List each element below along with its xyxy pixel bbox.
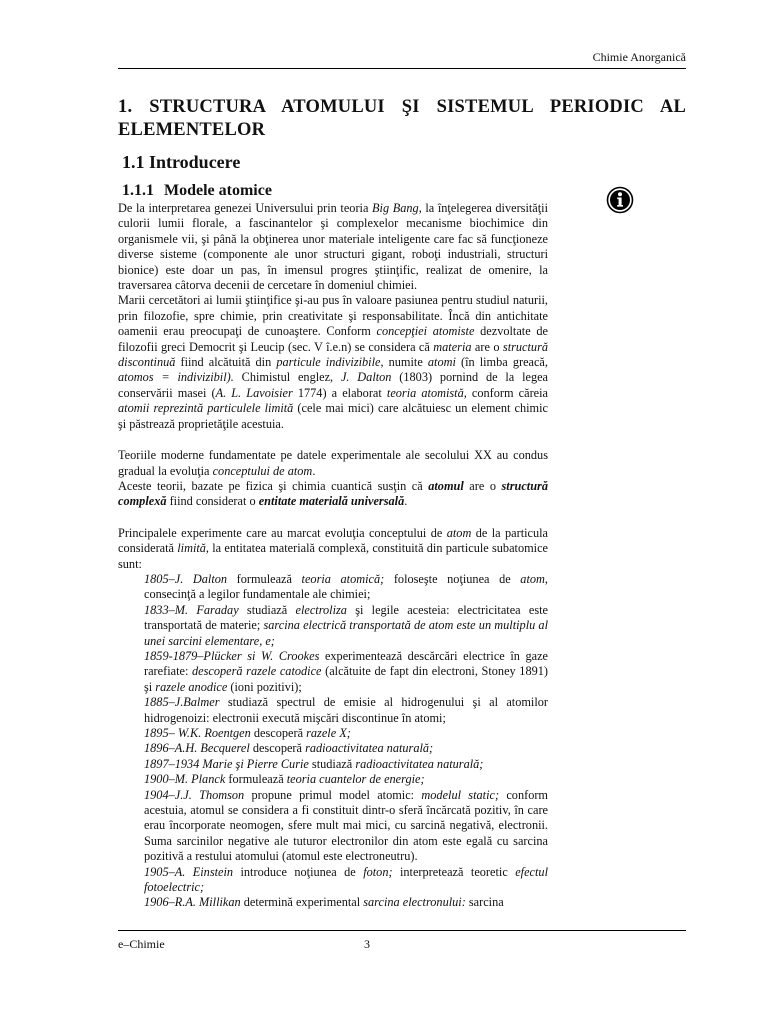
text-run: . (312, 463, 316, 478)
info-icon (606, 186, 634, 214)
text-run: 1905–A. Einstein (144, 864, 234, 879)
text-run: , numite (380, 355, 428, 370)
text-run: , consecinţă a legilor fundamentale ale chimiei; (144, 571, 548, 602)
text-run: efectul fotoelectric; (144, 864, 548, 895)
text-run: sarcina electrică transportată de atom este un multiplu al unei sarcini elementare, e; (144, 618, 548, 648)
text-run: 1906–R.A. Millikan (144, 895, 241, 910)
text-run: experimentează descărcări electrice în gaze rarefiate: (144, 648, 548, 679)
paragraph-quantum (118, 479, 548, 510)
text-run: interpretează teoretic (392, 864, 516, 879)
text-run: studiază (238, 602, 296, 617)
text-run: A. L. Lavoisier (215, 385, 293, 400)
timeline-entry (118, 726, 548, 741)
text-run: (alcătuite de fapt din electroni, Stoney 1891) şi (144, 664, 548, 694)
text-run: conform căreia (466, 385, 549, 400)
text-run: modelul static; (421, 787, 500, 802)
text-run: Aceste teorii, bazate pe fizica şi chimia cuantică susţin că (118, 478, 429, 493)
text-run: 1774) a elaborat (292, 385, 387, 400)
text-run: . (404, 494, 408, 509)
text-run: descoperă (249, 741, 306, 756)
timeline-entry (118, 741, 548, 756)
paragraph-experiments (118, 526, 548, 572)
timeline-entry (118, 788, 548, 865)
text-run: 1900–M. Planck (144, 772, 226, 787)
text-run: la entitatea materială complexă, constituită din particule subatomice sunt: (118, 541, 548, 571)
text-run: formulează (225, 772, 287, 787)
text-run: atomii reprezintă particulele limită (118, 401, 294, 416)
text-run: , la înţelegerea diversităţii culorii lumii florale, a fascinantelor şi complexelor mecanisme biochimice din organismele vii, şi până la obţinerea unor materiale inteligente care fac să funcţioneze diverse sisteme (componente ale unor structuri gigant, roboţi industriali, structuri bionice) este doar un pas, în imensul progres ştiinţific, realizat de omenire, la traversarea câtorva decenii de cercetare în domeniul chimiei. (118, 201, 548, 293)
text-run: descoperă (250, 726, 307, 740)
text-run: Chimistul englez, (233, 370, 341, 385)
text-run: entitate materială universală (258, 494, 405, 509)
text-run: are o (471, 339, 503, 354)
text-run: fiind alcătuită din (175, 355, 277, 370)
text-run: structură discontinuă (118, 339, 548, 370)
text-run: (1803) pornind de la legea conservării masei ( (118, 370, 549, 400)
timeline-entry (118, 895, 548, 910)
subsection-number: 1.1.1 (122, 182, 154, 199)
text-run: electroliza (295, 602, 347, 617)
text-run: Big Bang (372, 201, 419, 215)
text-run: limită, (177, 541, 210, 556)
text-run: determină experimental (240, 895, 364, 910)
text-run: materia (433, 339, 472, 354)
text-run: fiind considerat o (166, 494, 259, 509)
text-run: Teoriile moderne fundamentate pe datele experimentale ale secolului XX au condus gradual la evoluţia (118, 448, 548, 478)
text-run: 1833–M. Faraday (144, 602, 239, 617)
header-rule (118, 68, 686, 69)
timeline-entry (118, 865, 548, 896)
subsection-title (122, 182, 272, 200)
text-run: conform acestuia, atomul se considera a fi constituit dintr-o sferă încărcată pozitiv, în care erau încorporate neomogen, sfere mult mai mici, cu sarcină negativă, electronii. Suma sarcinilor negative ale tuturor electronilor din atom este egală cu sarcina pozitivă a restului atomului (atomul este electroneutru). (144, 787, 548, 864)
text-run: 1895– W.K. Roentgen (144, 726, 251, 740)
text-run: atom (446, 525, 472, 540)
footer-rule (118, 930, 686, 931)
section-title: 1.1 Introducere (122, 152, 241, 172)
footer-label: e–Chimie (118, 937, 165, 951)
paragraph-atomist (118, 293, 548, 432)
text-run: atomi (427, 355, 456, 370)
text-run: 1885–J.Balmer (144, 695, 220, 710)
body-text (118, 201, 548, 911)
timeline-entry (118, 649, 548, 695)
text-run: 1904–J.J. Thomson (144, 787, 245, 802)
text-run: atomul (428, 478, 464, 493)
text-run: studiază spectrul de emisie al hidrogenului şi al atomilor hidrogenoizi: electronii execută mişcări discontinue în atomi; (144, 695, 548, 725)
text-run: (ioni pozitivi); (227, 679, 302, 694)
text-run: radioactivitatea naturală; (305, 741, 434, 756)
text-run: formulează (227, 571, 302, 586)
text-run: (cele mai mici) care alcătuiesc un element chimic şi păstrează proprietăţile acestuia. (118, 401, 548, 431)
timeline-entry (118, 572, 548, 603)
text-run: introduce noţiunea de (233, 864, 364, 879)
text-run: foton; (363, 864, 393, 879)
timeline-entry (118, 695, 548, 726)
text-run: foloseşte noţiunea de (384, 571, 521, 586)
text-run: conceptului de atom (212, 463, 313, 478)
text-run: studiază (308, 756, 356, 771)
text-run: are o (463, 478, 502, 493)
text-run: particule indivizibile (276, 355, 381, 370)
text-run: şi legile acesteia: electricitatea este transportată de materie; (144, 602, 548, 633)
text-run: teoria atomică; (301, 571, 385, 586)
text-run: Marii cercetători ai lumii ştiinţifice şi-au pus în valoare pasiunea pentru studiul naturii, prin filozofie, spre chimie, prin creativitate şi responsabilitate. Încă din antichitate oamenii erau preocupaţi de cunoaştere. Conform (118, 293, 548, 339)
chapter-title: 1. STRUCTURA ATOMULUI ŞI SISTEMUL PERIODIC AL ELEMENTELOR (118, 97, 686, 140)
paragraph-modern-theories (118, 448, 548, 479)
text-run: structură complexă (118, 478, 548, 509)
text-run: de la particula considerată (118, 525, 549, 556)
text-run: propune primul model atomic: (244, 787, 422, 802)
text-run: atom (520, 571, 545, 586)
text-run: descoperă razele catodice (192, 664, 322, 679)
paragraph-intro (118, 201, 548, 293)
running-header: Chimie Anorganică (592, 50, 686, 64)
text-run: 1805–J. Dalton (144, 571, 228, 586)
text-run: teoria cuantelor de energie; (286, 772, 425, 787)
text-run: razele X; (306, 726, 351, 740)
text-run: Principalele experimente care au marcat evoluţia conceptului de (118, 525, 447, 540)
text-run: sarcina (465, 895, 504, 910)
timeline-list (118, 572, 548, 911)
timeline-entry (118, 603, 548, 649)
text-run: 1897–1934 Marie şi Pierre Curie (144, 756, 309, 771)
text-run: De la interpretarea genezei Universului prin teoria (118, 201, 373, 215)
text-run: teoria atomistă, (386, 385, 467, 400)
text-run: J. Dalton (340, 370, 392, 385)
subsection-label: Modele atomice (164, 182, 272, 199)
text-run: razele anodice (155, 679, 228, 694)
text-run: 1896–A.H. Becquerel (144, 741, 250, 756)
timeline-entry (118, 757, 548, 772)
text-run: radioactivitatea naturală; (355, 756, 484, 771)
text-run: sarcina electronului: (363, 895, 466, 910)
text-run: atomos = indivizibil). (118, 370, 234, 385)
text-run: 1859-1879–Plücker si W. Crookes (144, 648, 320, 663)
page-number: 3 (364, 937, 370, 951)
text-run: (în limba greacă, (455, 355, 548, 370)
text-run: concepţiei atomiste (376, 324, 475, 339)
timeline-entry (118, 772, 548, 787)
text-run: dezvoltate de filozofii greci Democrit şi Leucip (sec. V î.e.n) se considera că (118, 324, 548, 354)
